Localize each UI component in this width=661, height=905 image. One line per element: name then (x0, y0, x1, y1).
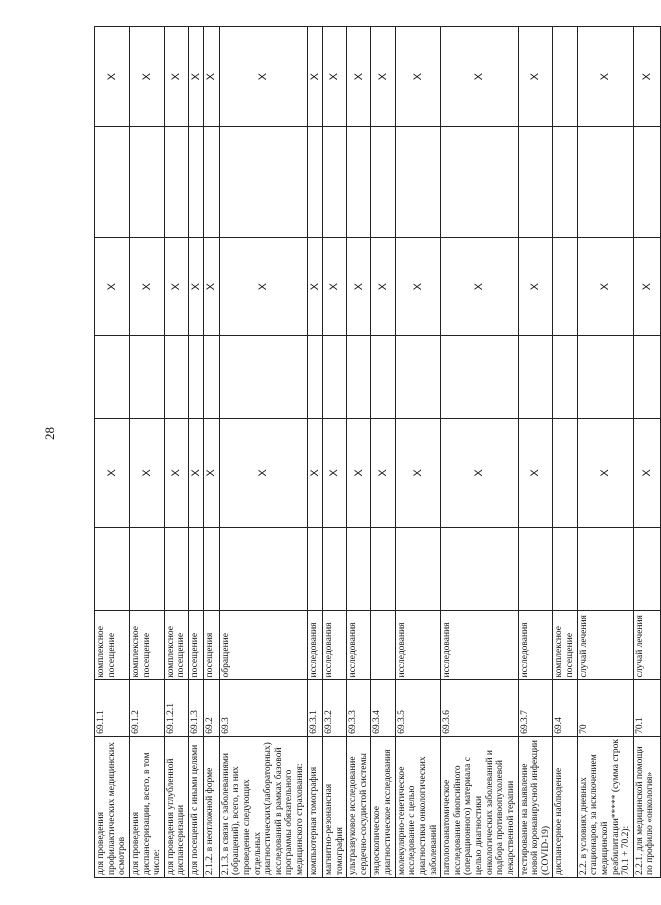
row-value-cell: X (95, 238, 130, 336)
row-value-cell: X (633, 418, 660, 527)
row-value-cell: X (307, 238, 322, 336)
row-value-cell (577, 336, 633, 418)
row-unit-cell: исследования (307, 610, 322, 680)
row-code-cell: 69.3.1 (307, 680, 322, 736)
row-unit-cell: исследования (322, 610, 346, 680)
row-value-cell (553, 528, 577, 610)
row-unit-cell: обращение (219, 610, 307, 680)
row-value-cell: X (395, 27, 441, 128)
row-unit-cell: случай лечения (577, 610, 633, 680)
row-value-cell: X (577, 27, 633, 128)
row-value-cell (307, 127, 322, 238)
row-unit-cell: исследования (347, 610, 371, 680)
row-name-cell: молекулярно-генетическое исследование с целью диагностики онкологических заболеваний (395, 736, 441, 877)
row-name-cell: ультразвуковое исследование сердечно-сосудистой системы (347, 736, 371, 877)
row-value-cell (633, 127, 660, 238)
row-code-cell: 69.1.1 (95, 680, 130, 736)
table-row (95, 27, 130, 878)
table-row (441, 27, 518, 878)
row-name-cell: 2.2. в условиях дневных стационаров, за исключением медицинской реабилитации***** (сумма строк 70.1 + 70.2): (577, 736, 633, 877)
row-value-cell (633, 336, 660, 418)
row-name-cell: диспансерное наблюдение (553, 736, 577, 877)
row-name-cell: 2.2.1. для медицинской помощи по профилю «онкология» (633, 736, 660, 877)
row-value-cell (95, 127, 130, 238)
row-value-cell (577, 528, 633, 610)
row-value-cell: X (219, 418, 307, 527)
row-name-cell: для проведения углубленной диспансеризации (164, 736, 188, 877)
row-value-cell (95, 336, 130, 418)
row-code-cell: 69.3.4 (371, 680, 395, 736)
row-value-cell: X (307, 27, 322, 128)
row-value-cell (219, 528, 307, 610)
row-value-cell (371, 528, 395, 610)
row-value-cell: X (395, 418, 441, 527)
row-value-cell (518, 127, 553, 238)
table-row (219, 27, 307, 878)
row-value-cell (441, 336, 518, 418)
row-value-cell: X (518, 418, 553, 527)
table-row (518, 27, 553, 878)
table-row (307, 27, 322, 878)
table-row (204, 27, 219, 878)
row-code-cell: 69.4 (553, 680, 577, 736)
row-value-cell: X (164, 238, 188, 336)
row-value-cell (441, 528, 518, 610)
row-code-cell: 69.3.5 (395, 680, 441, 736)
row-value-cell (347, 127, 371, 238)
row-value-cell (204, 336, 219, 418)
row-unit-cell: посещения (204, 610, 219, 680)
row-value-cell (129, 336, 164, 418)
table-row (553, 27, 577, 878)
table-row (129, 27, 164, 878)
row-value-cell (204, 528, 219, 610)
row-value-cell (189, 127, 204, 238)
row-value-cell (129, 127, 164, 238)
row-name-cell: патологоанатомическое исследование биопсийного (операционного) материала с целью диагностики онкологических заболеваний и подбора противоопухолевой лекарственной терапии (441, 736, 518, 877)
row-value-cell (553, 418, 577, 527)
row-unit-cell: комплексное посещение (164, 610, 188, 680)
row-value-cell: X (395, 238, 441, 336)
row-code-cell: 69.1.3 (189, 680, 204, 736)
row-value-cell: X (164, 418, 188, 527)
row-code-cell: 69.3.7 (518, 680, 553, 736)
row-name-cell: для посещений с иными целями (189, 736, 204, 877)
row-name-cell: эндоскопическое диагностическое исследования (371, 736, 395, 877)
row-value-cell: X (347, 27, 371, 128)
table-row (395, 27, 441, 878)
row-value-cell: X (633, 238, 660, 336)
row-value-cell: X (322, 238, 346, 336)
row-name-cell: 2.1.2. в неотложной форме (204, 736, 219, 877)
row-name-cell: тестирование на выявление новой коронавирусной инфекции (COVID-19) (518, 736, 553, 877)
row-value-cell (322, 528, 346, 610)
row-code-cell: 69.1.2.1 (164, 680, 188, 736)
row-unit-cell: исследования (395, 610, 441, 680)
table-row (371, 27, 395, 878)
row-value-cell (322, 127, 346, 238)
row-unit-cell: комплексное посещение (129, 610, 164, 680)
row-unit-cell: исследования (518, 610, 553, 680)
row-value-cell (553, 127, 577, 238)
row-value-cell: X (219, 238, 307, 336)
row-unit-cell: комплексное посещение (553, 610, 577, 680)
row-value-cell (553, 238, 577, 336)
row-value-cell (307, 336, 322, 418)
table-row (347, 27, 371, 878)
row-value-cell: X (204, 418, 219, 527)
row-name-cell: компьютерная томография (307, 736, 322, 877)
row-code-cell: 70 (577, 680, 633, 736)
row-unit-cell: посещение (189, 610, 204, 680)
data-table (94, 26, 661, 878)
row-value-cell (322, 336, 346, 418)
row-code-cell: 70.1 (633, 680, 660, 736)
row-value-cell (164, 336, 188, 418)
row-value-cell (633, 528, 660, 610)
row-value-cell: X (129, 238, 164, 336)
row-value-cell: X (95, 27, 130, 128)
row-value-cell (189, 528, 204, 610)
row-value-cell (164, 528, 188, 610)
row-value-cell (441, 127, 518, 238)
row-value-cell (129, 528, 164, 610)
row-value-cell (219, 127, 307, 238)
row-value-cell: X (322, 418, 346, 527)
row-value-cell: X (371, 418, 395, 527)
row-value-cell (189, 336, 204, 418)
row-value-cell (95, 528, 130, 610)
row-name-cell: магнитно-резонансная томография (322, 736, 346, 877)
row-code-cell: 69.2 (204, 680, 219, 736)
row-value-cell (371, 336, 395, 418)
row-value-cell: X (441, 418, 518, 527)
row-value-cell: X (633, 27, 660, 128)
row-unit-cell: исследования (441, 610, 518, 680)
row-code-cell: 69.3.3 (347, 680, 371, 736)
table-row (164, 27, 188, 878)
row-value-cell (553, 336, 577, 418)
row-code-cell: 69.3 (219, 680, 307, 736)
row-value-cell: X (371, 27, 395, 128)
row-name-cell: для проведения диспансеризации, всего, в том числе: (129, 736, 164, 877)
row-value-cell: X (129, 418, 164, 527)
row-name-cell: для проведения профилактических медицинских осмотров (95, 736, 130, 877)
row-value-cell (518, 528, 553, 610)
rotated-table-container (94, 26, 656, 878)
table-row (322, 27, 346, 878)
row-value-cell (347, 336, 371, 418)
row-value-cell (395, 127, 441, 238)
row-value-cell (371, 127, 395, 238)
row-value-cell: X (204, 238, 219, 336)
row-value-cell (347, 528, 371, 610)
row-value-cell (219, 336, 307, 418)
row-value-cell (395, 336, 441, 418)
row-name-cell: 2.1.3. в связи с заболеваниями (обращений), всего, из них проведение следующих отдельных диагностических(лабораторных) исследований в рамках базовой программы обязательного медицинского страхования: (219, 736, 307, 877)
row-value-cell: X (189, 418, 204, 527)
table-row (577, 27, 633, 878)
row-unit-cell (371, 610, 395, 680)
row-value-cell: X (577, 238, 633, 336)
row-value-cell: X (322, 27, 346, 128)
row-value-cell: X (164, 27, 188, 128)
row-value-cell: X (518, 238, 553, 336)
row-value-cell: X (441, 238, 518, 336)
table-row (633, 27, 660, 878)
row-value-cell: X (95, 418, 130, 527)
row-value-cell: X (441, 27, 518, 128)
row-value-cell: X (129, 27, 164, 128)
row-code-cell: 69.3.6 (441, 680, 518, 736)
row-value-cell (395, 528, 441, 610)
row-code-cell: 69.1.2 (129, 680, 164, 736)
row-unit-cell: комплексное посещение (95, 610, 130, 680)
row-value-cell (164, 127, 188, 238)
row-value-cell (577, 127, 633, 238)
row-value-cell (204, 127, 219, 238)
row-value-cell: X (204, 27, 219, 128)
row-value-cell: X (371, 238, 395, 336)
row-value-cell (518, 336, 553, 418)
table-row (189, 27, 204, 878)
row-unit-cell: случай лечения (633, 610, 660, 680)
row-value-cell: X (577, 418, 633, 527)
row-value-cell: X (347, 418, 371, 527)
row-value-cell: X (347, 238, 371, 336)
row-code-cell: 69.3.2 (322, 680, 346, 736)
row-value-cell (307, 528, 322, 610)
page-number: 28 (42, 427, 57, 440)
row-value-cell: X (518, 27, 553, 128)
row-value-cell (553, 27, 577, 128)
row-value-cell: X (189, 27, 204, 128)
row-value-cell: X (189, 238, 204, 336)
row-value-cell: X (219, 27, 307, 128)
row-value-cell: X (307, 418, 322, 527)
